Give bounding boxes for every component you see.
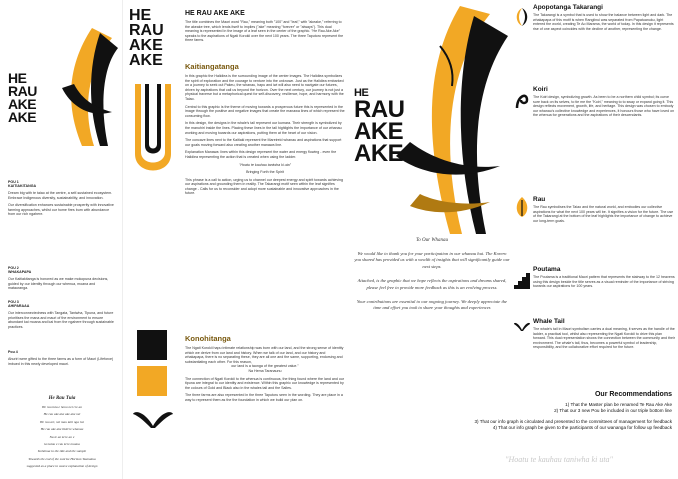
poem-line: suggested as a place to weave explanation of design <box>26 464 98 469</box>
recommendations-long-items <box>350 419 672 431</box>
letter-paragraph: We would like to thank you for your participation in our whanau hui. The Korero you shared has provided us with a wealth of insights that will significantly guide our next steps. <box>354 251 510 269</box>
recommendation-item: 4) That our info graph be given to the participants of our wananga for follow up feedback <box>492 425 672 430</box>
logo-word-4: AKE <box>129 52 163 69</box>
poem-line: He rau ari, nei mau tahi nga iwi <box>40 419 84 424</box>
logo-word-3: AKE <box>129 37 163 54</box>
section-paragraph: In this design, the designs in the whale's tail represent our kumara. Their strength is symbolized by the manuhiri inside the lines. Placing these lines in the tail highlights the importance of our whanau working and moving towards our aspirations, putting them at the heart of our vision. <box>185 121 342 135</box>
logo-word-2: RAU <box>129 22 164 39</box>
symbol-title: Apopotanga Takarangi <box>533 4 603 11</box>
color-swatch-gold <box>137 366 167 396</box>
whale-tail-icon <box>513 318 531 340</box>
section-paragraph: The connection of Ngati Korokii to the whenua is continuous, the thing found where the land and our tipuna are integral to our identity and existence. Within this graphic our knowledge is represented by the colours of Gold and Black also in the whales tail and the Sailes. <box>185 376 345 390</box>
recommendations-title: Our Recommendations <box>594 391 672 398</box>
poem-line: ko tatou e rau ki te moana <box>44 442 80 447</box>
section-paragraph: The three farms are also represented in the three Taputoru seen in the wording. They are place in a way to represent them as the the foundation in which we build our plan on. <box>185 393 343 402</box>
kaitiakitanga-section <box>185 62 345 196</box>
section-paragraph: Central to this graphic is the theme of moving towards a prosperous future this is represented in the image through the positive and negative images that create the manawa lines of which represent the consuming flow. <box>185 104 345 118</box>
pou-body: Ahuriri were gifted to the three farms as a form of Mauri (Lifeforce) imbued in this newly developed mauri. <box>8 357 114 366</box>
recommendation-item: 1) That the Master plan be renamed Te Rau Ake Ake <box>565 402 672 407</box>
logo-word-3: AKE <box>8 96 37 112</box>
title-block <box>185 10 345 43</box>
pou-2 <box>8 266 116 291</box>
poutama-icon <box>513 268 531 290</box>
symbol-title: Rau <box>533 196 546 203</box>
section-heading: Kaitiangatanga <box>185 62 239 71</box>
intro-text: The title combines the Maori word "Rau," meaning both "100" and "leaf," with "akeake," referring to the akeake tree, which lends itself to implies ("ake" meaning "forever" or "always"). This dual meaning is represented in the image of a leaf seen in the center of the graphic. "He Rau Ake Ake" speaks to the aspirations of Ngati Korokii over the next 100 years. The three Taputoro represent the three farms. <box>185 20 344 43</box>
symbol-title: Koiri <box>533 86 548 93</box>
pou-label: POU 3 <box>8 300 19 304</box>
logo <box>129 8 164 68</box>
symbol-takarangi <box>533 4 675 31</box>
pou-label: POU 1 <box>8 180 19 184</box>
konohitanga-section <box>185 334 345 403</box>
pou-body: Our interconnectedness with Tangata, Taniwha, Tipuna, and future prioritises the mana and mauri of the environment to ensure abundant kai moana and kai from the ngahere through sustainable practices. <box>8 311 114 329</box>
logo-word-2: RAU <box>354 96 405 123</box>
quote-english: Bringing Forth the Spirit <box>246 170 284 175</box>
poem-line: He rau ake ake tikiii te whanau <box>40 427 84 432</box>
poem-title: He Rau Tuia <box>48 396 76 401</box>
symbol-title: Poutama <box>533 266 561 273</box>
pou-extra: Our diversification enhances sustainable prosperity with innovative farming approaches, whilst our home fires burn with abundance from our rich ngahere. <box>8 203 114 217</box>
recommendation-item: 2) That our 3 new Pou be included in our triple bottom line <box>554 408 672 413</box>
letter-paragraph: Attached, is the graphic that we hope reflects the aspirations and dreams shared, please feel free to provide more feedback as this is an evolving process. <box>357 278 507 290</box>
panel-pou <box>0 0 122 479</box>
section-quote: our land is a taonga of the greatest value." <box>231 364 299 369</box>
panel-title: HE RAU AKE AKE <box>185 10 245 17</box>
logo-word-2: RAU <box>8 83 37 99</box>
leaf-graphic <box>131 84 175 184</box>
symbol-koiri <box>533 86 675 118</box>
quote-reo: "Hoatu te kauhau taniwha ki uta" <box>239 162 291 167</box>
pou-4 <box>8 350 116 366</box>
symbol-body: The Takarangi is a symbol that is used to show the balance between light and dark. The whakapapa of this motif is when Rangiinui was separated from Papatuanuku, light entered the world, creating Te Ao Marama, the world of today. In this design it represents rise of one aspect coincides with the decline of another, representing the change. <box>533 13 674 31</box>
poem-line: Towards the end of the sunrise Horizon Taumatua <box>28 456 96 461</box>
symbol-poutama <box>533 266 675 289</box>
pou-subtitle: WHAKAPAPA <box>8 270 32 274</box>
poem-line: He rau tuia e hono nei i te ao <box>42 405 82 409</box>
section-paragraph: The concave lines next to the Kaitiaki represent the Mareireid whanau and aspirations that support our goals moving forward also creating another manawa line. <box>185 138 342 147</box>
panel-symbols <box>513 0 678 479</box>
letter-paragraph: Your contributions are essential to our ongoing journey. We deeply appreciate the time and effort you took to share your thoughts and experiences <box>356 299 508 311</box>
recommendations-list <box>513 402 678 414</box>
symbol-body: The Koiri design, symbolizing growth. As been to be a northern child symbol; its curve sure back on its selves, to tie me the "Koiri," meaning to to sway or expand going it. This design reflects movement, growth, life, and heritage. This design was chosen to embody our whanau's collective knowledge and experiences, it honours those who have loved on the whenua for generations and the aspirations of their descendants. <box>533 95 675 118</box>
pou-body: Dream big with te taiao at the centre, a self-sustained ecosystem. Embrace Indigenous diversity, sustainability, and innovation. <box>8 191 113 200</box>
footer-quote: "Hoatu te kauhau taniwha ki uta" <box>505 455 613 464</box>
section-attribution: Na Hema Taranaunu <box>248 368 282 373</box>
symbol-title: Whale Tail <box>533 318 565 325</box>
panel-letter <box>350 0 513 479</box>
poem <box>8 396 116 472</box>
rau-leaf-icon <box>513 196 531 218</box>
pou-subtitle: KAITIAKITANGA <box>8 184 37 188</box>
thank-you-letter <box>354 238 510 320</box>
poem-line: He rau ake ake ake ake nei <box>43 412 81 417</box>
section-paragraph: In this graphic the Halidiea is the surrounding image of the center images. The Halidiea symbolizes the spirit of exploration and the courage to venture into the unknown. Just as the Halidiea embarked on a journey to seek out Pakeu, the whanau, hapu and iwi will also need to navigate our futures, driven by aspirations that call us beyond the horizon. Over the next century, our journey is not just a physical traverse but a metaphorical quest for self-discovery, resilience, hope, and harmony with the Taiao. <box>185 74 344 101</box>
panel-design-explanation <box>122 0 350 479</box>
symbol-rau <box>533 196 675 223</box>
symbol-body: The Poutama is a traditional Maori pattern that represents the stairway to the 12 heavens using this design beside the title serves as a visual reminder of the importance of striving towards our aspirations for 100 years. <box>533 275 675 289</box>
pou-body: Our Kaitiakitanga is honored as we make mokopuna decisions, guided by our identity through our whenua, moana and matauranga. <box>8 277 109 291</box>
logo-word-1: HE <box>8 70 27 86</box>
poem-line: Kohimua to the tide and the sample <box>37 449 87 454</box>
logo-word-1: HE <box>354 87 369 99</box>
recommendations <box>513 391 678 414</box>
pou-3 <box>8 300 116 329</box>
takarangi-icon <box>513 6 531 28</box>
pou-label: POU 2 <box>8 266 19 270</box>
section-paragraph: This phrase is a call to action, urging us to channel our deepest energy and spirit towards achieving our aspirations and grounding them in reality. The Takarangi motif seen within the leaf signifies change - Calls for us to reconsider and adopt more sustainable and innovative approaches in the future. <box>185 177 344 196</box>
section-paragraph: Explanation Manawa: lines within this design represent the water and energy flowing - even the Halidiea representing the action that is created when using the ladder. <box>185 150 337 159</box>
main-whale-graphic <box>390 6 512 236</box>
letter-title: To Our Whanau <box>415 238 449 243</box>
logo-word-1: HE <box>129 7 152 24</box>
logo-word-4: AKE <box>8 109 37 125</box>
section-paragraph: The Ngati Korokii hapu intimate relationship was born with our land, and the strong sense of identity which we derive from our land and history. When we talk of our land, and our history and whakapapa, there is no separating these, they are all one and the same, supporting, endorsing and substantiating each other. For this reason, <box>185 346 344 364</box>
symbol-body: The Rau symbolises the Taiao and the natural world, and embodies our collective aspirations for what the next 100 years will be. It signifies a vision for the future. The use of the Takarangi at the bottom of the leaf highlights the importance of change to achieve our long-term goals. <box>533 205 674 223</box>
logo <box>8 72 66 124</box>
logo-word-3: AKE <box>354 118 404 145</box>
recommendation-item: 3) That our info graph is circulated and presented to the committees of management for feedback <box>474 419 672 424</box>
logo-large <box>354 88 405 165</box>
logo-word-4: AKE <box>354 140 404 167</box>
pou-1 <box>8 180 116 217</box>
section-heading: Konohitanga <box>185 334 231 343</box>
symbol-body: The whale's tail in Maori symbolism carries a dual meaning, it serves as the handle of the ladder, a practical tool, whilst also representing the Ngati Korokii to drive this plan forward. This dual representation shows the connection between the community and their environment. The whale's tail, thus, becomes a powerful symbol of leadership, responsibility, and the collaborative effort required for the future. <box>533 327 675 350</box>
poem-line: Na te ao ki te ao e <box>49 434 75 439</box>
pou-subtitle: AHIPARAAA <box>8 304 30 308</box>
koiri-icon <box>513 88 531 110</box>
symbol-whale-tail <box>533 318 675 350</box>
color-swatch-black <box>137 330 167 360</box>
pou-label: Pou 4 <box>8 350 18 354</box>
whale-tail-icon <box>131 404 175 444</box>
